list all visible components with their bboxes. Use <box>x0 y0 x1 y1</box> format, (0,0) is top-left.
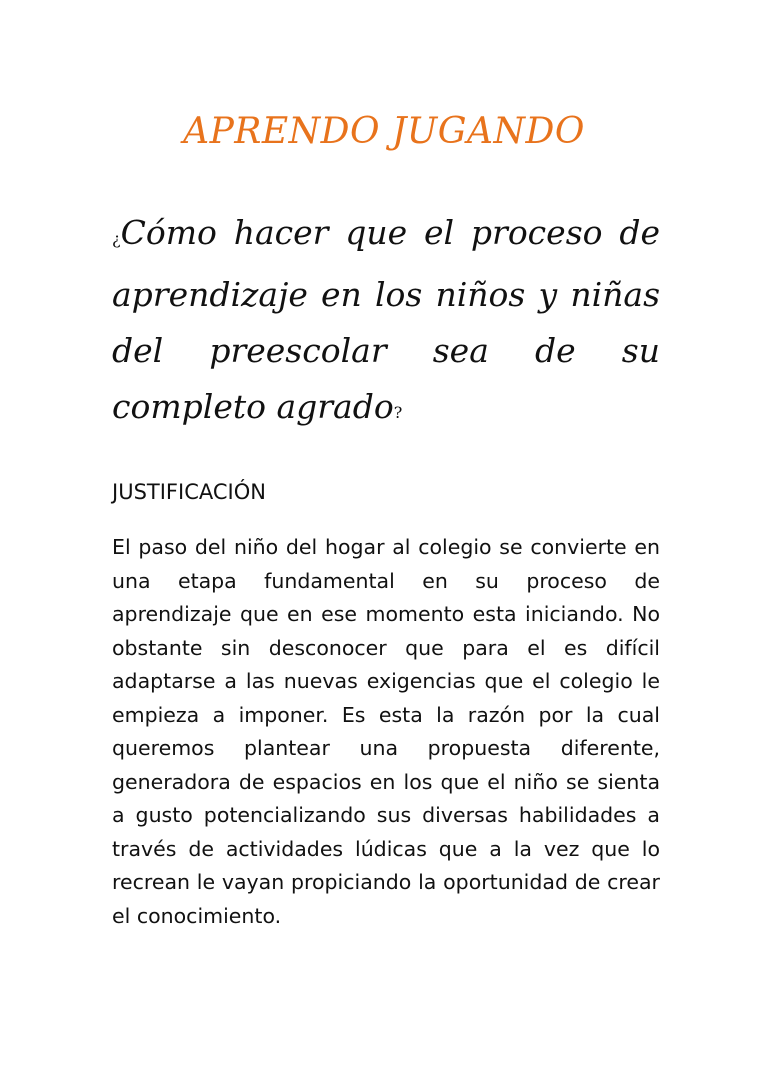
question-text: Cómo hacer que el proceso de aprendizaje en los niños y niñas del preescolar sea de su completo agrado <box>112 213 660 426</box>
section-heading-justificacion: JUSTIFICACIÓN <box>112 480 266 504</box>
question-paragraph <box>112 205 660 441</box>
question-close-mark: ? <box>393 403 403 422</box>
question-open-mark: ¿ <box>112 229 121 248</box>
body-paragraph: El paso del niño del hogar al colegio se convierte en una etapa fundamental en su proceso de aprendizaje que en ese momento esta iniciando. No obstante sin desconocer que para el es difícil adaptarse a las nuevas exigencias que el colegio le empieza a imponer. Es esta la razón por la cual queremos plantear una propuesta diferente, generadora de espacios en los que el niño se sienta a gusto potencializando sus diversas habilidades a través de actividades lúdicas que a la vez que lo recrean le vayan propiciando la oportunidad de crear el conocimiento. <box>112 535 660 928</box>
document-title: APRENDO JUGANDO <box>183 111 585 152</box>
